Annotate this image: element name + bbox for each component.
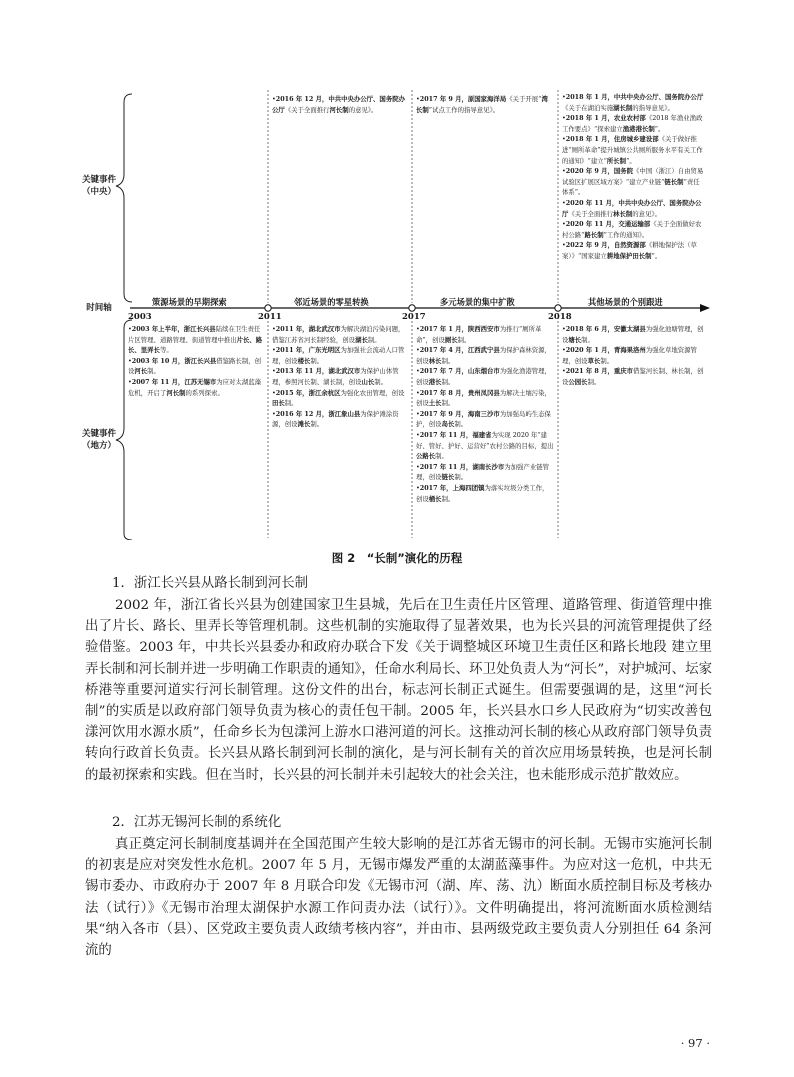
event-d: 2018 年 6 月，: [565, 325, 614, 333]
event-a: 中共中央办公厅、国务院办公厅: [613, 93, 704, 101]
event-r: ”工作的通知》。: [603, 230, 649, 239]
stage-label: 多元场景的集中扩散: [440, 297, 515, 307]
event-bullet: •: [562, 367, 566, 376]
event-item: [562, 198, 706, 219]
event-r: ”试点工作的指导意见》。: [428, 105, 500, 114]
event-r: 制。: [284, 399, 298, 408]
event-bullet: •: [562, 167, 566, 176]
event-d: 2017 年 9 月，: [419, 95, 468, 103]
event-p: 链长: [441, 473, 455, 482]
event-item: [562, 92, 706, 113]
event-bullet: •: [416, 388, 420, 397]
local-events-2017: [416, 324, 554, 538]
event-r: 制。: [441, 494, 455, 503]
event-r: 制。: [310, 356, 324, 365]
central-label: 关键事件（中央）: [81, 175, 116, 197]
event-item: [416, 94, 554, 115]
event-p: 土长: [428, 399, 442, 408]
event-r: 制。: [600, 356, 614, 365]
event-a: 福建省: [472, 430, 492, 439]
event-bullet: •: [562, 93, 566, 101]
event-d: 2017 年 7 月，: [419, 367, 468, 376]
event-item: [272, 388, 408, 409]
event-a: 浙江象山县: [328, 409, 361, 418]
event-r: ”。: [654, 124, 665, 133]
event-t: 《关于全面做好农村公路“: [562, 220, 702, 239]
event-p: 湖长制: [613, 103, 633, 112]
event-bullet: •: [128, 325, 132, 333]
event-d: 2022 年 9 月，: [565, 241, 614, 250]
event-r: 制。: [435, 452, 448, 461]
event-bullet: •: [416, 95, 420, 103]
event-item: [272, 94, 408, 115]
event-p: 河长: [134, 367, 148, 376]
event-item: [416, 388, 554, 409]
event-a: 农业农村部: [613, 114, 646, 123]
event-d: 2018 年 1 月，: [565, 135, 614, 144]
event-r: 制。: [457, 335, 471, 344]
event-item: [128, 324, 264, 356]
page-number: · 97 ·: [680, 1036, 710, 1050]
body-paragraph: 真正奠定河长制制度基调并在全国范围产生较大影响的是江苏省无锡市的河长制。无锡市实施河长制的初衷是应对突发性水危机。2007 年 5 月，无锡市爆发严重的太湖蓝藻事件。为应对这一危机，中共无锡市委办、市政府办于 2007 年 8 月联合印发《无锡市河（湖、库、荡、氿）断面水质控制目标及考核办法（试行）》《无锡市治理太湖保护水源工作问责办法（试行）》。文件明确提出，将河流断面水质检测结果“纳入各市（县）、区党政主要负责人政绩考核内容”，并由市、县两级党政主要负责人分别担任 64 条河流的: [85, 837, 712, 959]
event-item: [416, 430, 554, 462]
event-a: 广东光明区: [308, 346, 341, 355]
event-p: 塘长: [568, 335, 582, 344]
event-p: 林长制: [613, 209, 633, 218]
event-bullet: •: [272, 388, 276, 397]
event-item: [128, 356, 264, 377]
stage-label: 其他场景的个别跟进: [588, 297, 663, 307]
event-r: 的指导意见》。: [632, 103, 674, 112]
event-p: 草长: [587, 356, 601, 365]
event-item: [272, 409, 408, 430]
event-r: ”责任体系”。: [562, 177, 700, 197]
event-bullet: •: [562, 241, 566, 250]
event-t: 《关于全面推行: [568, 209, 614, 218]
local-events-2018: [562, 324, 706, 444]
event-p: 片长、路长、里弄长: [128, 335, 263, 355]
event-t: 为加强社会流动人口管理，创设: [272, 346, 405, 365]
event-p: 楼长: [297, 356, 311, 365]
event-d: 2017 年 4 月，: [419, 346, 468, 355]
stage-label: 策源场景的早期探索: [152, 297, 227, 307]
event-bullet: •: [416, 325, 420, 333]
event-r: 制。: [310, 420, 324, 429]
event-d: 2003 年上半年，: [131, 325, 184, 333]
event-a: 自然资源部: [613, 241, 646, 250]
event-a: 江苏无锡市: [184, 377, 217, 386]
timeline-figure: [80, 88, 720, 540]
event-a: 青海果洛州: [613, 346, 646, 355]
event-d: 2018 年 1 月，: [565, 93, 614, 101]
event-a: 浙江余杭区: [308, 388, 341, 397]
event-t: 为实现 2020 年“建好、管好、护好、运营好”农村公路的目标，提出: [416, 430, 554, 450]
event-a: 中共中央办公厅、国务院办公厅: [272, 95, 405, 114]
event-p: 滩长: [297, 420, 311, 429]
event-item: [272, 345, 408, 366]
timeline-label: 时间轴: [86, 303, 112, 313]
event-bullet: •: [562, 346, 566, 355]
year-label: 2003: [128, 312, 152, 322]
event-t: 为应对太湖蓝藻危机，开启了: [128, 377, 261, 397]
event-r: 的意见》。: [348, 105, 378, 114]
event-p: 耕地保护田长制: [606, 251, 652, 260]
event-t: 《2018 年渔业渔政工作要点》“探索建立: [562, 114, 703, 133]
section-heading: 2．江苏无锡河长制的系统化: [112, 815, 282, 830]
local-events-2003: [128, 324, 264, 444]
event-a: 重庆市: [613, 367, 634, 376]
event-d: 2017 年 9 月，: [419, 409, 468, 418]
event-p: 桶长: [428, 494, 442, 503]
event-bullet: •: [272, 346, 276, 355]
event-r: 制。: [454, 420, 468, 429]
event-item: [416, 366, 554, 387]
event-a: 浙江长兴县: [183, 325, 216, 333]
event-r: 制。: [441, 377, 455, 386]
event-p: 所长制: [606, 156, 627, 165]
event-bullet: •: [416, 430, 420, 439]
event-bullet: •: [128, 377, 132, 386]
event-p: 渔港港长制: [622, 124, 655, 133]
event-d: 2020 年 11 月，: [565, 198, 619, 207]
event-d: 2017 年 11 月，: [419, 462, 473, 471]
event-item: [416, 345, 554, 366]
event-p: 岛长: [441, 420, 455, 429]
event-t: 《关于在湖泊实施: [562, 103, 614, 112]
event-t: 为强化渔港管理，创设: [416, 367, 551, 386]
event-bullet: •: [272, 367, 276, 376]
event-d: 2020 年 11 月，: [565, 220, 619, 229]
event-t: 为落实垃圾分类工作，创设: [416, 483, 549, 503]
event-d: 2017 年，: [419, 483, 453, 492]
event-r: 制。: [374, 377, 388, 386]
event-t: 《关于全面推行: [284, 105, 330, 114]
event-p: 湖长: [355, 335, 368, 344]
event-t: 为强化草地资源管理，创设: [562, 346, 697, 365]
event-item: [272, 366, 408, 387]
event-t: 为解决土壤污染，创设: [416, 388, 551, 408]
event-d: 2017 年 8 月，: [419, 388, 468, 397]
event-item: [562, 324, 706, 345]
event-bullet: •: [562, 325, 566, 333]
event-d: 2011 年，: [275, 346, 309, 355]
event-d: 2007 年 11 月，: [131, 377, 185, 386]
event-r: 制。: [441, 356, 455, 365]
event-a: 国务院: [613, 167, 634, 176]
event-t: 为加强产业链管理，创设: [416, 462, 549, 482]
event-bullet: •: [562, 135, 566, 144]
event-d: 2020 年 1 月，: [565, 346, 614, 355]
event-t: 为强化农田管理，创设: [340, 388, 405, 397]
event-d: 2003 年 10 月，: [131, 356, 185, 365]
event-p: 山长: [361, 377, 375, 386]
event-item: [562, 113, 706, 134]
event-bullet: •: [272, 95, 276, 103]
event-t: 为保护滩涂资源，创设: [272, 409, 399, 429]
event-a: 湖北武汉市: [328, 367, 361, 376]
event-t: 《关于做好推进“厕所革命”提升城镇公共厕所服务水平有关工作的通知》“建立“: [562, 135, 703, 165]
event-r: 制。: [581, 335, 594, 344]
event-item: [562, 240, 706, 261]
local-label: 关键事件（地方）: [81, 429, 116, 451]
event-a: 陕西西安市: [467, 325, 500, 333]
event-a: 湖南长沙市: [472, 462, 505, 471]
event-bullet: •: [272, 409, 276, 418]
event-t: 《关于开展“: [506, 95, 542, 103]
event-d: 2016 年 12 月，: [275, 409, 329, 418]
event-r: 制。: [367, 335, 381, 344]
event-a: 住房城乡建设部: [613, 135, 659, 144]
event-r: 制。: [454, 473, 468, 482]
central-events-2011: [272, 94, 408, 154]
event-r: ”。: [651, 251, 662, 260]
event-t: 为加强岛屿生态保护，创设: [416, 409, 551, 429]
local-events-2011: [272, 324, 408, 536]
event-a: 浙江长兴县: [184, 356, 217, 365]
event-item: [562, 166, 706, 198]
event-item: [272, 324, 408, 345]
event-r: ”。: [626, 156, 636, 165]
event-a: 上海四团镇: [452, 483, 485, 492]
event-t: 为保护森林资源，创设: [416, 346, 551, 365]
event-r: 制。: [587, 377, 601, 386]
event-t: 陆续在卫生责任片区管理、道路管理、街道管理中推出: [128, 325, 261, 344]
event-a: 山东烟台市: [467, 367, 500, 376]
event-a: 湖北武汉市: [308, 325, 341, 333]
event-p: 林长: [428, 356, 442, 365]
event-item: [416, 483, 554, 504]
event-a: 安徽太湖县: [613, 325, 646, 333]
event-d: 2017 年 11 月，: [419, 430, 473, 439]
event-bullet: •: [416, 346, 420, 355]
central-events-2018: [562, 92, 706, 290]
event-p: 公园长: [568, 377, 588, 386]
event-d: 2018 年 1 月，: [565, 114, 614, 123]
event-t: 为解决湖泊污染问题，借鉴江苏省河长制经验，创设: [272, 325, 405, 344]
event-r: 的意见》。: [632, 209, 662, 218]
event-p: 港长: [428, 377, 442, 386]
event-t: 借鉴河长制、林长制，创设: [562, 367, 704, 386]
event-item: [562, 345, 706, 366]
event-bullet: •: [416, 409, 420, 418]
event-d: 2013 年 11 月，: [275, 367, 329, 376]
event-a: 原国家海洋局: [467, 95, 507, 103]
event-bullet: •: [416, 367, 420, 376]
event-bullet: •: [562, 114, 566, 123]
event-item: [416, 324, 554, 345]
stage-label: 邻近场景的零星转换: [294, 297, 369, 307]
year-label: 2017: [402, 312, 426, 322]
year-label: 2018: [548, 312, 572, 322]
figure-caption: 图 2 “长制”演化的历程: [331, 551, 463, 565]
event-d: 2021 年 8 月，: [565, 367, 614, 376]
event-item: [416, 409, 554, 430]
event-d: 2011 年，: [275, 325, 309, 333]
year-label: 2011: [258, 312, 282, 322]
event-d: 2017 年 1 月，: [419, 325, 468, 333]
event-t: 《耕地保护法（草案）》“国家建立: [562, 241, 697, 260]
event-t: 为强化池塘管理，创设: [562, 325, 704, 344]
body-paragraph: 2002 年，浙江省长兴县为创建国家卫生县城，先后在卫生责任片区管理、道路管理、街道管理中推出了片长、路长、里弄长等管理机制。这些机制的实施取得了显著效果，也为长兴县的河流管理提供了经验借鉴。2003 年，中共长兴县委办和政府办联合下发《关于调整城区环境卫生责任区和路长地段 建立里弄长制和河长制并进一步明确工作职责的通知》，任命水利局长、环卫处负责人为“河长”，对护城河、坛家桥港等重要河道实行河长制管理。这份文件的出台，标志河长制正式诞生。但需要强调的是，这里“河长制”的实质是以政府部门领导负责为核心的责任包干制。2005 年，长兴县水口乡人民政府为“切实改善包漾河饮用水源水质”，任命乡长为包漾河上游水口港河道的河长。这推动河长制的核心从政府部门领导负责转向行政首长负责。长兴县从路长制到河长制的演化，是与河长制有关的首次应用场景转换，也是河长制的最初探索和实践。但在当时，长兴县的河长制并未引起较大的社会关注，也未能形成示范扩散效应。: [85, 598, 712, 783]
event-r: 制。: [147, 367, 160, 376]
event-r: 等。: [159, 346, 173, 355]
event-d: 2020 年 9 月，: [565, 167, 614, 176]
event-t: 为推行“厕所革命”，创设: [416, 325, 542, 344]
event-a: 交通运输部: [618, 220, 651, 229]
event-p: 河长制: [166, 388, 186, 397]
event-item: [562, 134, 706, 166]
event-t: 借鉴路长制，创设: [128, 356, 261, 376]
event-a: 贵州凤冈县: [467, 388, 500, 397]
event-p: 田长: [272, 399, 285, 408]
section-heading: 1．浙江长兴县从路长制到河长制: [112, 576, 308, 591]
event-p: 公路长: [416, 452, 436, 461]
event-item: [128, 377, 264, 398]
central-events-2017: [416, 94, 554, 134]
event-bullet: •: [128, 356, 132, 365]
event-d: 2015 年，: [275, 388, 309, 397]
event-item: [562, 219, 706, 240]
event-item: [416, 462, 554, 483]
event-r: 的系列探索。: [185, 388, 224, 397]
event-p: 路长制: [584, 230, 604, 239]
event-item: [562, 366, 706, 387]
event-bullet: •: [272, 325, 276, 333]
event-a: 海南三沙市: [467, 409, 500, 418]
event-p: 厕长: [444, 335, 458, 344]
event-p: 河长制: [329, 105, 349, 114]
event-bullet: •: [562, 220, 566, 229]
event-p: 链长制: [664, 177, 684, 186]
event-t: 《中国（浙江）自由贸易试验区扩展区域方案》“建立产业链“: [562, 167, 704, 186]
event-d: 2016 年 12 月，: [275, 95, 329, 103]
event-p: 湾长制: [416, 95, 548, 114]
event-bullet: •: [416, 462, 420, 471]
event-t: 为保护山体管理，参照河长制、湖长制，创设: [272, 367, 399, 386]
event-bullet: •: [562, 198, 566, 207]
event-a: 江西武宁县: [467, 346, 500, 355]
event-r: 制。: [441, 399, 455, 408]
event-a: 中共中央办公厅、国务院办公厅: [562, 198, 702, 218]
event-bullet: •: [416, 483, 420, 492]
